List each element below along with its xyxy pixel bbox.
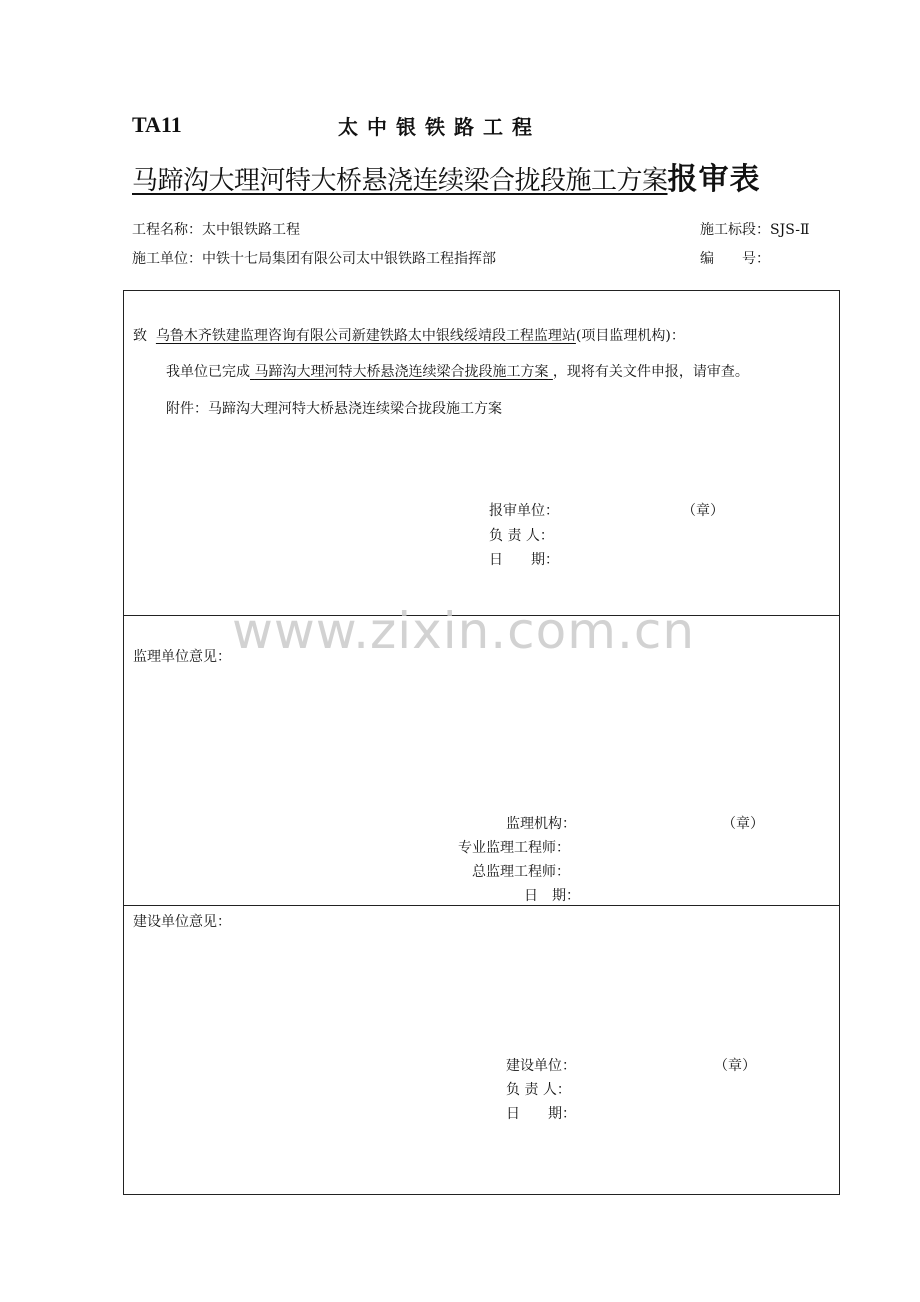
seal-mark: （章） (722, 816, 764, 832)
section-line (700, 219, 810, 239)
watermark: www.zixin.com.cn (232, 602, 696, 660)
project-header: 太中银铁路工程 (338, 115, 541, 139)
project-name-value: 太中银铁路工程 (202, 222, 300, 238)
seal-mark: （章） (714, 1058, 756, 1074)
chief-engineer-label: 总监理工程师： (472, 864, 570, 880)
supervision-opinion-heading: 监理单位意见： (133, 649, 231, 665)
addressee-suffix: (项目监理机构)： (575, 328, 685, 344)
submission-body (166, 361, 749, 381)
form-table (123, 290, 840, 1195)
section-value: SJS-Ⅱ (770, 222, 810, 238)
date-label: 日 期： (489, 552, 559, 568)
specialist-engineer-label: 专业监理工程师： (458, 840, 570, 856)
section-label: 施工标段： (700, 222, 770, 238)
date-label: 日 期： (524, 888, 580, 904)
addressee-line (133, 325, 685, 345)
body-prefix: 我单位已完成 (166, 364, 250, 380)
form-title (132, 154, 761, 197)
form-title-main: 马蹄沟大理河特大桥悬浇连续梁合拢段施工方案 (132, 166, 668, 196)
unit-line (132, 248, 496, 268)
number-label: 编 号： (700, 251, 770, 267)
form-title-suffix: 报审表 (667, 162, 761, 197)
seal-mark: （章） (682, 503, 724, 519)
addressee-name: 乌鲁木齐铁建监理咨询有限公司新建铁路太中银线绥靖段工程监理站 (155, 328, 576, 344)
project-name-line (132, 219, 300, 239)
unit-label: 施工单位： (132, 251, 202, 267)
body-plan-name: 马蹄沟大理河特大桥悬浇连续梁合拢段施工方案 (254, 364, 549, 380)
owner-unit-label: 建设单位： (506, 1058, 576, 1074)
row-divider (124, 615, 839, 616)
responsible-person-label: 负 责 人： (506, 1082, 571, 1098)
row-divider (124, 905, 839, 906)
unit-value: 中铁十七局集团有限公司太中银铁路工程指挥部 (202, 251, 496, 267)
supervision-org-label: 监理机构： (506, 816, 576, 832)
body-suffix: ，现将有关文件申报，请审查。 (552, 364, 749, 380)
owner-opinion-heading: 建设单位意见： (133, 914, 231, 930)
submit-unit-label: 报审单位： (489, 503, 559, 519)
responsible-person-label: 负 责 人： (489, 528, 554, 544)
attachment-line: 附件：马蹄沟大理河特大桥悬浇连续梁合拢段施工方案 (166, 401, 502, 417)
to-prefix: 致 (133, 328, 147, 344)
form-code: TA11 (132, 112, 182, 137)
project-name-label: 工程名称： (132, 222, 202, 238)
date-label: 日 期： (506, 1106, 576, 1122)
